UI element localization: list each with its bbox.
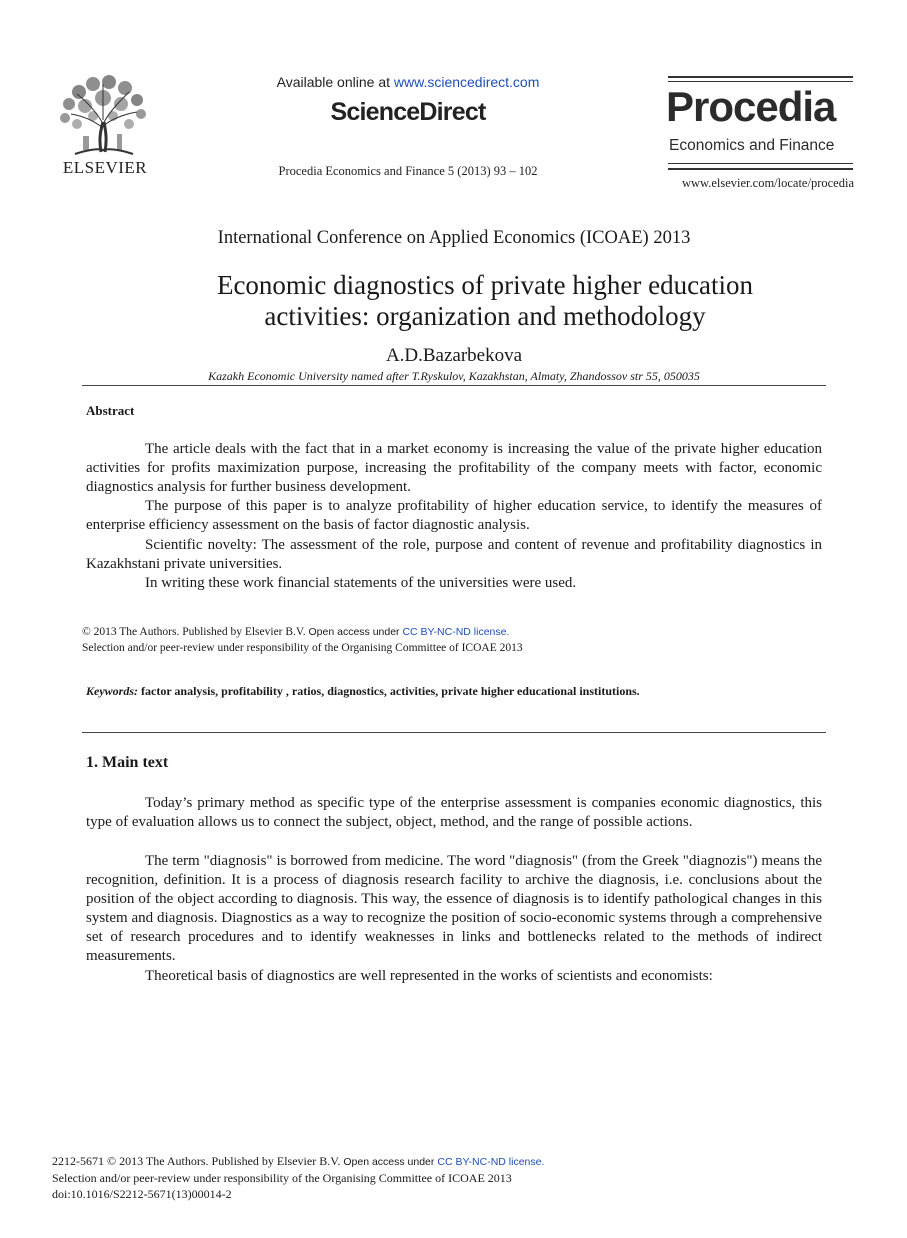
procedia-url[interactable]: www.elsevier.com/locate/procedia xyxy=(681,176,854,190)
body-paragraph: Theoretical basis of diagnostics are well represented in the works of scientists and economists: xyxy=(145,968,713,984)
license-link[interactable]: CC BY-NC-ND license. xyxy=(402,626,510,638)
peer-review-statement: Selection and/or peer-review under responsibility of the Organising Committee of ICOAE 2013 xyxy=(82,642,523,654)
paper-title-line: activities: organization and methodology xyxy=(264,301,706,331)
footer-peer-review: Selection and/or peer-review under responsibility of the Organising Committee of ICOAE 2013 xyxy=(52,1171,512,1185)
body-paragraph: The term "diagnosis" is borrowed from medicine. The word "diagnosis" (from the Greek "diagnozis") means the recognition, definition. It is a process of diagnosis research facility to archive the diagnosis, i.e. conclusions about the position of the object according to diagnosis. This way, the essence of diagnosis is to identify pathological changes in this system and diagnosis. Diagnostics as a way to recognize the position of socio-economic systems through a comprehensive set of research procedures and to identify weaknesses in links and bottlenecks related to the methods of indirect measurements. xyxy=(86,853,822,964)
author-name: A.D.Bazarbekova xyxy=(385,345,523,366)
conference-name: International Conference on Applied Economics (ICOAE) 2013 xyxy=(217,228,691,248)
copyright-text: © 2013 The Authors. Published by Elsevier B.V. xyxy=(82,626,306,638)
sciencedirect-link[interactable]: www.sciencedirect.com xyxy=(393,74,540,90)
keywords-list: factor analysis, profitability , ratios, diagnostics, activities, private higher educational institutions. xyxy=(141,684,640,698)
copyright-line xyxy=(82,626,509,638)
abstract-paragraph: In writing these work financial statements of the universities were used. xyxy=(145,575,577,591)
author-affiliation: Kazakh Economic University named after T.Ryskulov, Kazakhstan, Almaty, Zhandossov str 55, 050035 xyxy=(208,369,700,383)
journal-reference: Procedia Economics and Finance 5 (2013) 93 – 102 xyxy=(278,164,538,178)
procedia-rule xyxy=(668,163,853,164)
footer-copyright-line xyxy=(52,1154,544,1169)
procedia-title: Procedia xyxy=(666,83,836,130)
procedia-subtitle: Economics and Finance xyxy=(669,137,835,154)
footer-license-link[interactable]: CC BY-NC-ND license. xyxy=(437,1156,545,1168)
footer-doi[interactable]: doi:10.1016/S2212-5671(13)00014-2 xyxy=(52,1187,232,1201)
procedia-rule xyxy=(668,81,853,82)
keywords-line xyxy=(86,684,640,699)
available-online-prefix: Available online at xyxy=(276,74,390,90)
section-heading: 1. Main text xyxy=(86,754,169,771)
footer-open-access-text: Open access under xyxy=(343,1156,435,1168)
divider xyxy=(82,732,826,733)
procedia-rule xyxy=(668,168,853,170)
divider xyxy=(82,385,826,386)
footer-issn-copyright: 2212-5671 © 2013 The Authors. Published by Elsevier B.V. xyxy=(52,1154,341,1168)
paper-title xyxy=(100,270,870,332)
keywords-label: Keywords: xyxy=(86,684,138,698)
abstract-paragraph: The purpose of this paper is to analyze profitability of higher education service, to identify the measures of enterprise efficiency assessment on the basis of factor diagnostic analysis. xyxy=(86,498,822,533)
procedia-rule xyxy=(668,76,853,78)
abstract-heading: Abstract xyxy=(86,403,135,418)
elsevier-wordmark: ELSEVIER xyxy=(62,158,148,177)
available-online-line xyxy=(200,74,616,90)
body-paragraph: Today’s primary method as specific type of the enterprise assessment is companies economic diagnostics, this type of evaluation allows us to connect the subject, object, method, and the range of possible actions. xyxy=(86,795,822,830)
open-access-text: Open access under xyxy=(308,626,400,638)
abstract-paragraph: Scientific novelty: The assessment of the role, purpose and content of revenue and profitability diagnostics in Kazakhstani private universities. xyxy=(86,537,822,572)
abstract-paragraph: The article deals with the fact that in a market economy is increasing the value of the private higher education activities for profits maximization purpose, increasing the profitability of the company meets with factor, economic diagnostics analysis for further business development. xyxy=(86,441,822,495)
sciencedirect-brand: ScienceDirect xyxy=(330,98,486,126)
paper-title-line: Economic diagnostics of private higher education xyxy=(216,270,754,300)
